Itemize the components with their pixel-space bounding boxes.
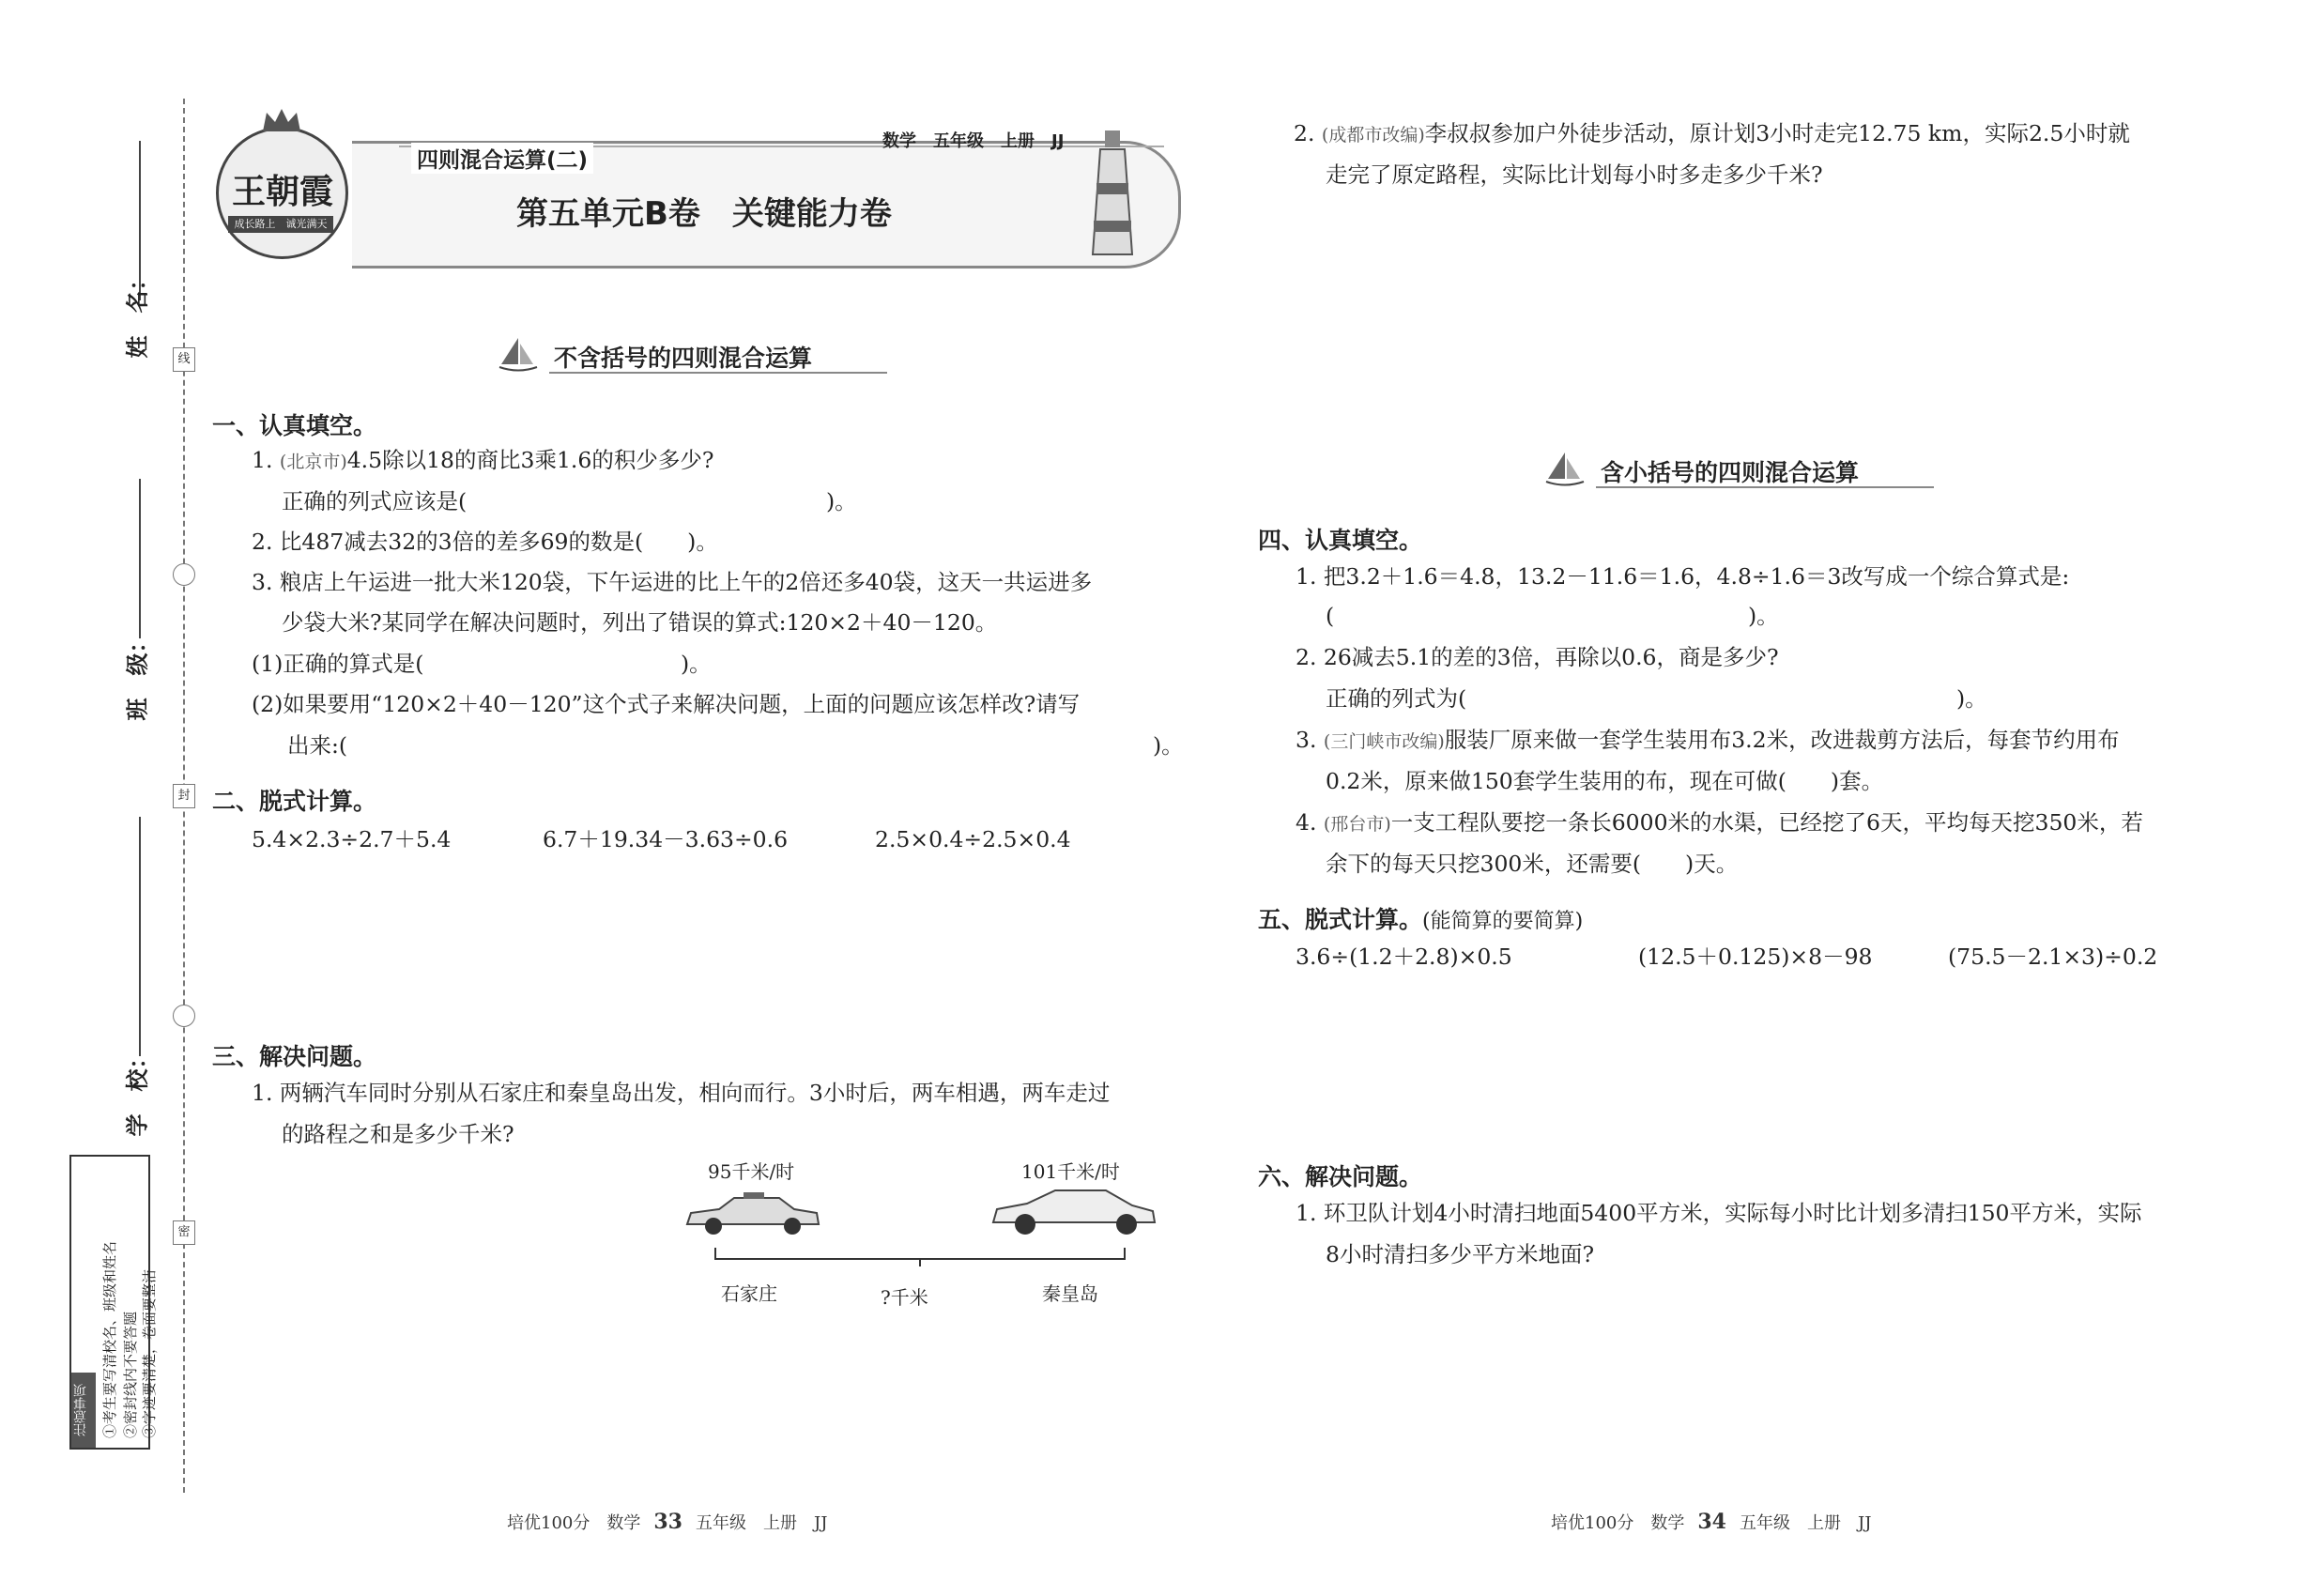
sedan-icon <box>989 1185 1158 1241</box>
section-1-title: 一、认真填空。 <box>212 412 377 439</box>
city-left-label: 石家庄 <box>721 1282 777 1305</box>
sailboat-icon <box>1544 451 1586 492</box>
q3-line1: 3. 粮店上午运进一批大米120袋，下午运进的比上午的2倍还多40袋，这天一共运进多 <box>252 569 1093 595</box>
q3-part2-line1: (2)如果要用“120×2＋40－120”这个式子来解决问题，上面的问题应该怎样改?请写 <box>252 691 1081 717</box>
class-blank-line[interactable] <box>139 479 141 638</box>
taxi-icon <box>682 1192 822 1241</box>
lighthouse-icon <box>1080 127 1145 258</box>
f1-close: )。 <box>1748 603 1779 629</box>
calc-1: 5.4×2.3÷2.7＋5.4 <box>252 826 452 852</box>
q3-part1-blank[interactable] <box>441 651 676 679</box>
r-calc-1: 3.6÷(1.2＋2.8)×0.5 <box>1296 944 1512 970</box>
topic-with-brackets <box>1544 451 1939 488</box>
r-q2-line1: 2. (成都市改编)李叔叔参加户外徒步活动，原计划3小时走完12.75 km，实际2.5小时就 <box>1294 120 2130 146</box>
f1-line1: 1. 把3.2＋1.6＝4.8，13.2－11.6＝1.6，4.8÷1.6＝3改写成一个综合算式是: <box>1296 563 2070 590</box>
problem1-line2: 的路程之和是多少千米? <box>282 1121 514 1147</box>
school-label: 学 校： <box>124 1046 151 1137</box>
f2-close: )。 <box>1956 685 1987 712</box>
city-right-label: 秦皇岛 <box>1042 1282 1098 1305</box>
cut-mark-secret: 密 <box>173 1220 195 1245</box>
q3-line2: 少袋大米?某同学在解决问题时，列出了错误的算式:120×2＋40－120。 <box>282 609 998 636</box>
topic-underline <box>549 372 887 374</box>
r-problem1-line1: 1. 环卫队计划4小时清扫地面5400平方米，实际每小时比计划多清扫150平方米，实际 <box>1296 1200 2142 1226</box>
r-calc-3: (75.5－2.1×3)÷0.2 <box>1948 944 2158 970</box>
distance-question: ?千米 <box>881 1286 928 1309</box>
topic-no-brackets <box>498 336 892 374</box>
section-5-title: 五、脱式计算。(能简算的要简算) <box>1258 906 1584 933</box>
binding-hole-2 <box>173 1005 195 1027</box>
f4-line1: 4. (邢台市)一支工程队要挖一条长6000米的水渠，已经挖了6天，平均每天挖350米，若 <box>1296 809 2143 836</box>
brand-logo <box>216 127 348 259</box>
section-4-title: 四、认真填空。 <box>1258 527 1423 554</box>
paper-title: 第五单元B卷 关键能力卷 <box>516 195 892 233</box>
r-problem1-line2: 8小时清扫多少平方米地面? <box>1326 1241 1595 1267</box>
section-6-title: 六、解决问题。 <box>1258 1163 1423 1190</box>
class-label: 班 级： <box>124 630 151 721</box>
f4-line2: 余下的每天只挖300米，还需要( )天。 <box>1326 851 1739 877</box>
q1-answer-blank[interactable] <box>488 488 821 516</box>
section-2-title: 二、脱式计算。 <box>212 788 377 815</box>
f3-line1: 3. (三门峡市改编)服装厂原来做一套学生装用布3.2米，改进裁剪方法后，每套节约用布 <box>1296 727 2120 753</box>
section-3-title: 三、解决问题。 <box>212 1043 377 1070</box>
logo-name: 王朝霞 <box>231 172 333 211</box>
grade-meta: 数学 五年级 上册 JJ <box>882 131 1065 151</box>
calc-2: 6.7＋19.34－3.63÷0.6 <box>543 826 789 852</box>
f3-line2: 0.2米，原来做150套学生装用的布，现在可做( )套。 <box>1326 768 1884 794</box>
r-calc-work-area[interactable] <box>1296 981 2225 1141</box>
cut-mark-seal: 封 <box>173 784 195 808</box>
problem1-line1: 1. 两辆汽车同时分别从石家庄和秦皇岛出发，相向而行。3小时后，两车相遇，两车走过 <box>252 1080 1111 1106</box>
q3-part1-open: (1)正确的算式是( <box>252 651 424 677</box>
q1-line1: 1. (北京市)4.5除以18的商比3乘1.6的积少多少? <box>252 447 714 473</box>
note-1: ①考生要写清校名、班级和姓名 <box>101 1240 118 1438</box>
meeting-diagram <box>676 1157 1164 1307</box>
r-problem1-work-area[interactable] <box>1326 1281 2227 1488</box>
speed-right-label: 101千米/时 <box>1021 1160 1120 1183</box>
footer-right: 培优100分 数学 34 五年级 上册 JJ <box>1551 1510 1872 1534</box>
r-q2-line2: 走完了原定路程，实际比计划每小时多走多少千米? <box>1326 161 1823 188</box>
sailboat-icon <box>498 336 539 377</box>
binding-hole-1 <box>173 563 195 586</box>
topic-no-brackets-text: 不含括号的四则混合运算 <box>554 345 813 372</box>
q3-part2-open: 出来:( <box>287 732 348 759</box>
speed-left-label: 95千米/时 <box>708 1160 795 1183</box>
footer-left: 培优100分 数学 33 五年级 上册 JJ <box>507 1510 828 1534</box>
topic-with-brackets-text: 含小括号的四则混合运算 <box>1601 459 1860 486</box>
f2-line1: 2. 26减去5.1的差的3倍，再除以0.6，商是多少? <box>1296 644 1779 670</box>
q3-part2-close: )。 <box>1153 732 1184 759</box>
r-calc-2: (12.5＋0.125)×8－98 <box>1638 944 1873 970</box>
f1-answer-blank[interactable] <box>1342 603 1741 631</box>
page-number-right: 34 <box>1697 1510 1726 1534</box>
topic-underline <box>1596 486 1934 488</box>
topic-label: 四则混合运算(二) <box>411 143 593 174</box>
q3-part1-close: )。 <box>681 651 712 677</box>
q3-part2-blank[interactable] <box>366 732 1145 760</box>
f2-answer-blank[interactable] <box>1488 685 1953 714</box>
notes-box <box>69 1155 158 1450</box>
r-q2-work-area[interactable] <box>1326 202 2227 418</box>
cut-mark-line: 线 <box>173 347 195 372</box>
calc-3: 2.5×0.4÷2.5×0.4 <box>875 826 1071 852</box>
note-2: ②密封线内不要答题 <box>122 1311 139 1438</box>
school-blank-line[interactable] <box>139 817 141 1056</box>
distance-brace <box>713 1246 1127 1272</box>
q2-text: 2. 比487减去32的3倍的差多69的数是( )。 <box>252 529 718 555</box>
name-label: 姓 名： <box>124 268 151 359</box>
q1-answer-close: )。 <box>826 488 857 514</box>
notes-title: 注意事项 <box>71 1373 96 1448</box>
note-3: ③字迹要清楚，卷面要整洁 <box>141 1268 158 1438</box>
crown-icon <box>261 107 302 133</box>
q1-answer-open: 正确的列式应该是( <box>282 488 468 514</box>
f1-open: ( <box>1326 603 1335 629</box>
calc-work-area[interactable] <box>252 864 1181 1023</box>
f2-open: 正确的列式为( <box>1326 685 1467 712</box>
page-number-left: 33 <box>653 1510 682 1534</box>
logo-motto: 成长路上 诚光满天 <box>228 216 333 233</box>
